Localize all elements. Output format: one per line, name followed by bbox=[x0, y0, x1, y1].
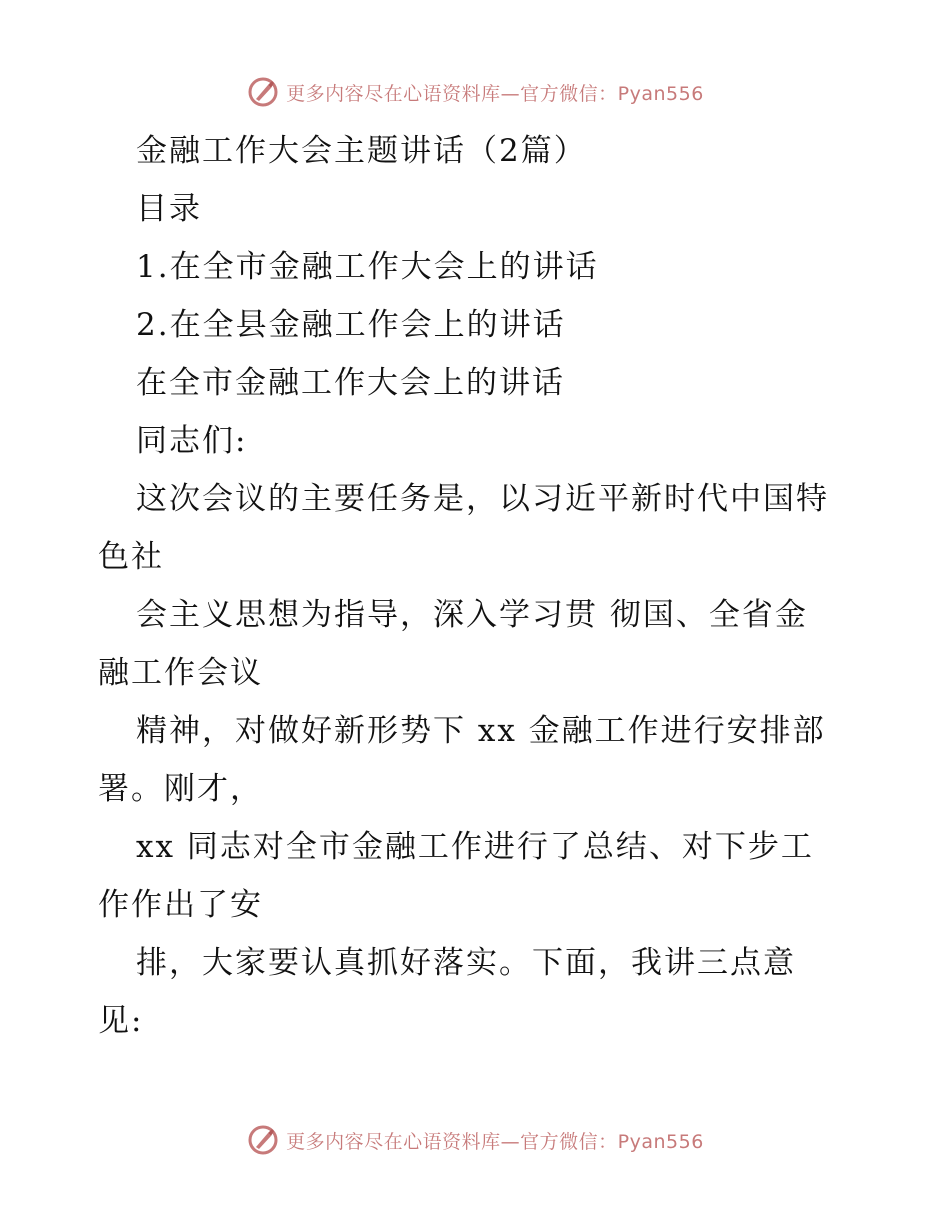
paragraph-line: xx 同志对全市金融工作进行了总结、对下步工 bbox=[136, 829, 814, 865]
salutation: 同志们: bbox=[136, 423, 248, 459]
banner-text: 更多内容尽在心语资料库—官方微信：Pyan556 bbox=[286, 1130, 704, 1153]
document-body bbox=[98, 122, 858, 1050]
paragraph-line-wrap: 署。刚才， bbox=[98, 771, 263, 807]
banner-text: 更多内容尽在心语资料库—官方微信：Pyan556 bbox=[286, 82, 704, 105]
paragraph-line: 会主义思想为指导，深入学习贯 彻国、全省金 bbox=[136, 597, 808, 633]
paragraph-line: 排，大家要认真抓好落实。下面，我讲三点意 bbox=[136, 945, 796, 981]
document-title: 金融工作大会主题讲话（2篇） bbox=[136, 133, 587, 169]
paragraph-line: 精神，对做好新形势下 xx 金融工作进行安排部 bbox=[136, 713, 826, 749]
paragraph-line-wrap: 融工作会议 bbox=[98, 655, 263, 691]
paragraph-line-wrap: 见: bbox=[98, 1003, 144, 1039]
footer-banner bbox=[0, 1118, 950, 1162]
toc-item: 1.在全市金融工作大会上的讲话 bbox=[136, 249, 599, 285]
toc-item: 2.在全县金融工作会上的讲话 bbox=[136, 307, 566, 343]
paragraph-line: 这次会议的主要任务是，以习近平新时代中国特 bbox=[136, 481, 829, 517]
toc-heading: 目录 bbox=[136, 191, 202, 227]
paragraph-line-wrap: 色社 bbox=[98, 539, 164, 575]
paragraph-line-wrap: 作作出了安 bbox=[98, 887, 263, 923]
section-title: 在全市金融工作大会上的讲话 bbox=[136, 365, 565, 401]
header-banner bbox=[0, 70, 950, 114]
pen-logo-icon bbox=[246, 75, 280, 109]
pen-logo-icon bbox=[246, 1123, 280, 1157]
